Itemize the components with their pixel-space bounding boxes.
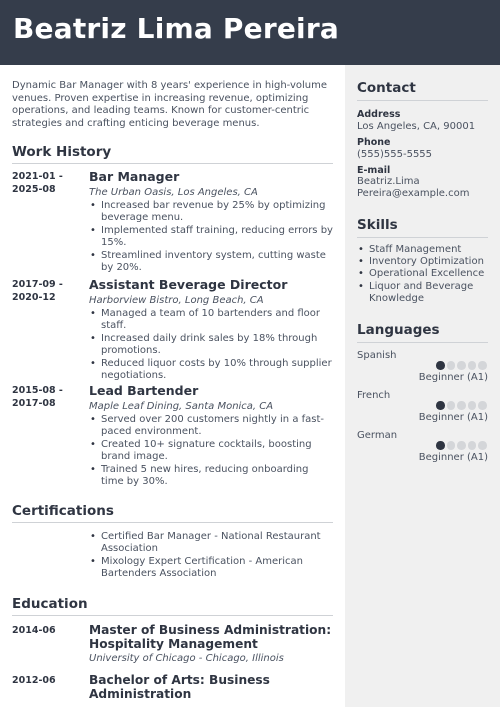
rating-dot <box>468 361 477 370</box>
bullet-item: • Trained 5 new hires, reducing onboarding time by 30%. <box>101 464 333 489</box>
languages-heading: Languages <box>357 322 440 338</box>
skills-heading: Skills <box>357 217 398 233</box>
rating-dot <box>478 361 487 370</box>
skills-list <box>369 244 494 305</box>
language-name: French <box>357 390 391 401</box>
job-dates: 2017-09 - 2020-12 <box>12 279 63 303</box>
candidate-name: Beatriz Lima Pereira <box>13 12 339 45</box>
address-label: Address <box>357 109 401 120</box>
professional-summary: Dynamic Bar Manager with 8 years' experience in high-volume venues. Proven expertise in increasing revenue, optimizing operations, and leading teams. Known for customer-centric strategies and crafting enticing beverage menus. <box>12 80 328 129</box>
job-company: Harborview Bistro, Long Beach, CA <box>89 295 264 306</box>
rating-dot <box>457 361 466 370</box>
rating-dot <box>436 361 445 370</box>
education-school: University of Chicago - Chicago, Illinois <box>89 653 284 664</box>
rating-dot <box>436 401 445 410</box>
phone-value: (555)555-5555 <box>357 149 433 160</box>
bullet-item: • Created 10+ signature cocktails, boosting brand image. <box>101 439 333 464</box>
email-label: E-mail <box>357 165 391 176</box>
sidebar <box>345 65 500 707</box>
language-rating <box>436 401 488 411</box>
bullet-item: • Served over 200 customers nightly in a fast-paced environment. <box>101 414 333 439</box>
language-rating <box>436 361 488 371</box>
address-value: Los Angeles, CA, 90001 <box>357 121 476 132</box>
language-item <box>357 350 488 386</box>
rating-dot <box>447 401 456 410</box>
bullet-item: • Managed a team of 10 bartenders and floor staff. <box>101 308 333 333</box>
skill-item: • Operational Excellence <box>369 268 494 280</box>
job-title: Assistant Beverage Director <box>89 277 288 292</box>
rating-dot <box>468 441 477 450</box>
language-item <box>357 390 488 426</box>
language-name: Spanish <box>357 350 397 361</box>
contact-heading: Contact <box>357 80 416 96</box>
job-bullets <box>101 414 333 488</box>
certification-item: • Certified Bar Manager - National Restaurant Association <box>101 531 333 556</box>
education-date: 2012-06 <box>12 675 56 686</box>
language-item <box>357 430 488 466</box>
rating-dot <box>436 441 445 450</box>
skill-item: • Liquor and Beverage Knowledge <box>369 281 494 305</box>
rating-dot <box>447 441 456 450</box>
job-title: Bar Manager <box>89 169 180 184</box>
education-heading: Education <box>12 596 88 612</box>
language-level: Beginner (A1) <box>418 412 488 423</box>
rating-dot <box>468 401 477 410</box>
certifications-divider <box>12 522 333 523</box>
certifications-list <box>101 531 333 581</box>
rating-dot <box>457 401 466 410</box>
bullet-item: • Increased bar revenue by 25% by optimizing beverage menu. <box>101 200 333 225</box>
education-divider <box>12 615 333 616</box>
bullet-item: • Increased daily drink sales by 18% through promotions. <box>101 333 333 358</box>
job-title: Lead Bartender <box>89 383 199 398</box>
work-history-divider <box>12 163 333 164</box>
job-company: Maple Leaf Dining, Santa Monica, CA <box>89 401 274 412</box>
job-company: The Urban Oasis, Los Angeles, CA <box>89 187 258 198</box>
phone-label: Phone <box>357 137 391 148</box>
job-dates: 2015-08 - 2017-08 <box>12 385 63 409</box>
skill-item: • Staff Management <box>369 244 494 256</box>
language-name: German <box>357 430 398 441</box>
education-date: 2014-06 <box>12 625 56 636</box>
skills-divider <box>357 237 488 238</box>
rating-dot <box>447 361 456 370</box>
language-rating <box>436 441 488 451</box>
bullet-item: • Reduced liquor costs by 10% through supplier negotiations. <box>101 358 333 383</box>
job-bullets <box>101 200 333 274</box>
email-value-line2[interactable]: Pereira@example.com <box>357 188 470 199</box>
contact-divider <box>357 100 488 101</box>
job-bullets <box>101 308 333 382</box>
language-level: Beginner (A1) <box>418 452 488 463</box>
language-level: Beginner (A1) <box>418 372 488 383</box>
education-degree: Master of Business Administration: Hospitality Management <box>89 623 332 651</box>
bullet-item: • Streamlined inventory system, cutting waste by 20%. <box>101 250 333 275</box>
certifications-heading: Certifications <box>12 503 114 519</box>
bullet-item: • Implemented staff training, reducing errors by 15%. <box>101 225 333 250</box>
rating-dot <box>478 441 487 450</box>
work-history-heading: Work History <box>12 144 112 160</box>
education-degree: Bachelor of Arts: Business Administration <box>89 673 270 701</box>
skill-item: • Inventory Optimization <box>369 256 494 268</box>
certification-item: • Mixology Expert Certification - American Bartenders Association <box>101 556 333 581</box>
rating-dot <box>478 401 487 410</box>
rating-dot <box>457 441 466 450</box>
languages-divider <box>357 342 488 343</box>
email-value-line1[interactable]: Beatriz.Lima <box>357 176 420 187</box>
resume-header <box>0 0 500 65</box>
job-dates: 2021-01 - 2025-08 <box>12 171 63 195</box>
